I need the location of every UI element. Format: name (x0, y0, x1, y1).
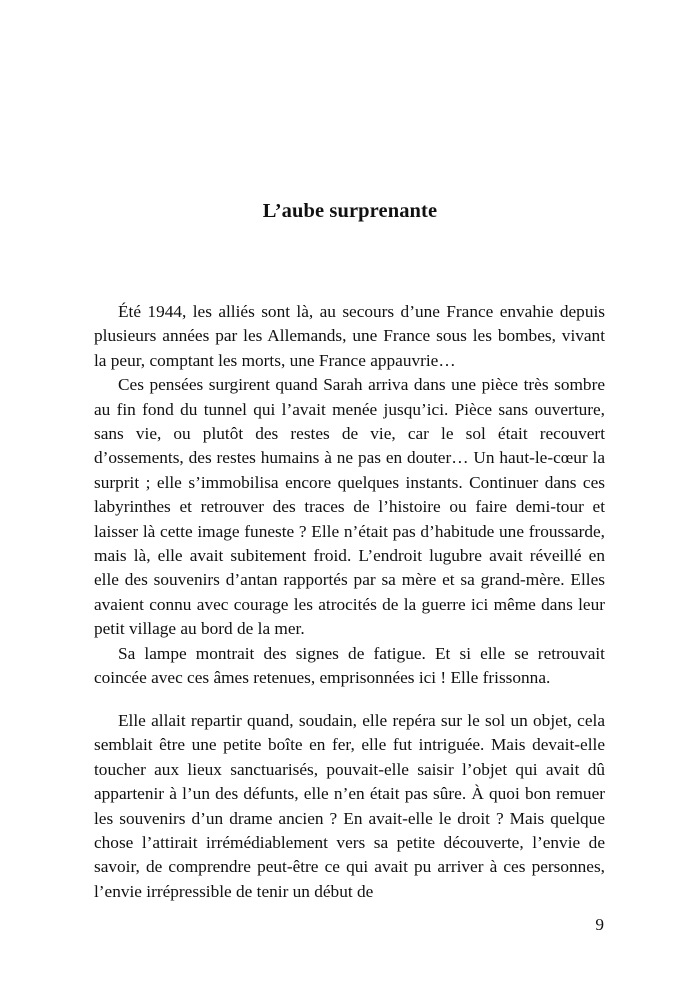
paragraph: Sa lampe montrait des signes de fatigue. Et si elle se retrouvait coincée avec ces âmes retenues, emprisonnées ici ! Elle frissonna. (94, 643, 605, 688)
text-section-2 (94, 709, 605, 904)
paragraph: Elle allait repartir quand, soudain, elle repéra sur le sol un objet, cela semblait être une petite boîte en fer, elle fut intriguée. Mais devait-elle toucher aux lieux sanctuarisés, pouvait-elle saisir l’objet qui avait dû appartenir à l’un des défunts, elle n’en était pas sûre. À quoi bon remuer les souvenirs d’un drame ancien ? En avait-elle le droit ? Mais quelque chose l’attirait irrémédiablement vers sa petite découverte, l’envie de savoir, de comprendre peut-être ce qui avait pu arriver à ces personnes, l’envie irrépressible de tenir un début de (94, 711, 605, 901)
text-section-1 (94, 300, 605, 691)
paragraph: Été 1944, les alliés sont là, au secours d’une France envahie depuis plusieurs années par les Allemands, une France sous les bombes, vivant la peur, comptant les morts, une France appauvrie… (94, 302, 605, 370)
paragraph: Ces pensées surgirent quand Sarah arriva dans une pièce très sombre au fin fond du tunnel qui l’avait menée jusqu’ici. Pièce sans ouverture, sans vie, ou plutôt des restes de vie, car le sol était recouvert d’ossements, des restes humains à ne pas en douter… Un haut-le-cœur la surprit ; elle s’immobilisa encore quelques instants. Continuer dans ces labyrinthes et retrouver des traces de l’histoire ou faire demi-tour et laisser là cette image funeste ? Elle n’était pas d’habitude une froussarde, mais là, elle avait subitement froid. L’endroit lugubre avait réveillé en elle des souvenirs d’antan rapportés par sa mère et sa grand-mère. Elles avaient connu avec courage les atrocités de la guerre ici même dans leur petit village au bord de la mer. (94, 375, 605, 639)
page-number: 9 (595, 915, 604, 934)
chapter-title: L’aube surprenante (262, 200, 438, 222)
